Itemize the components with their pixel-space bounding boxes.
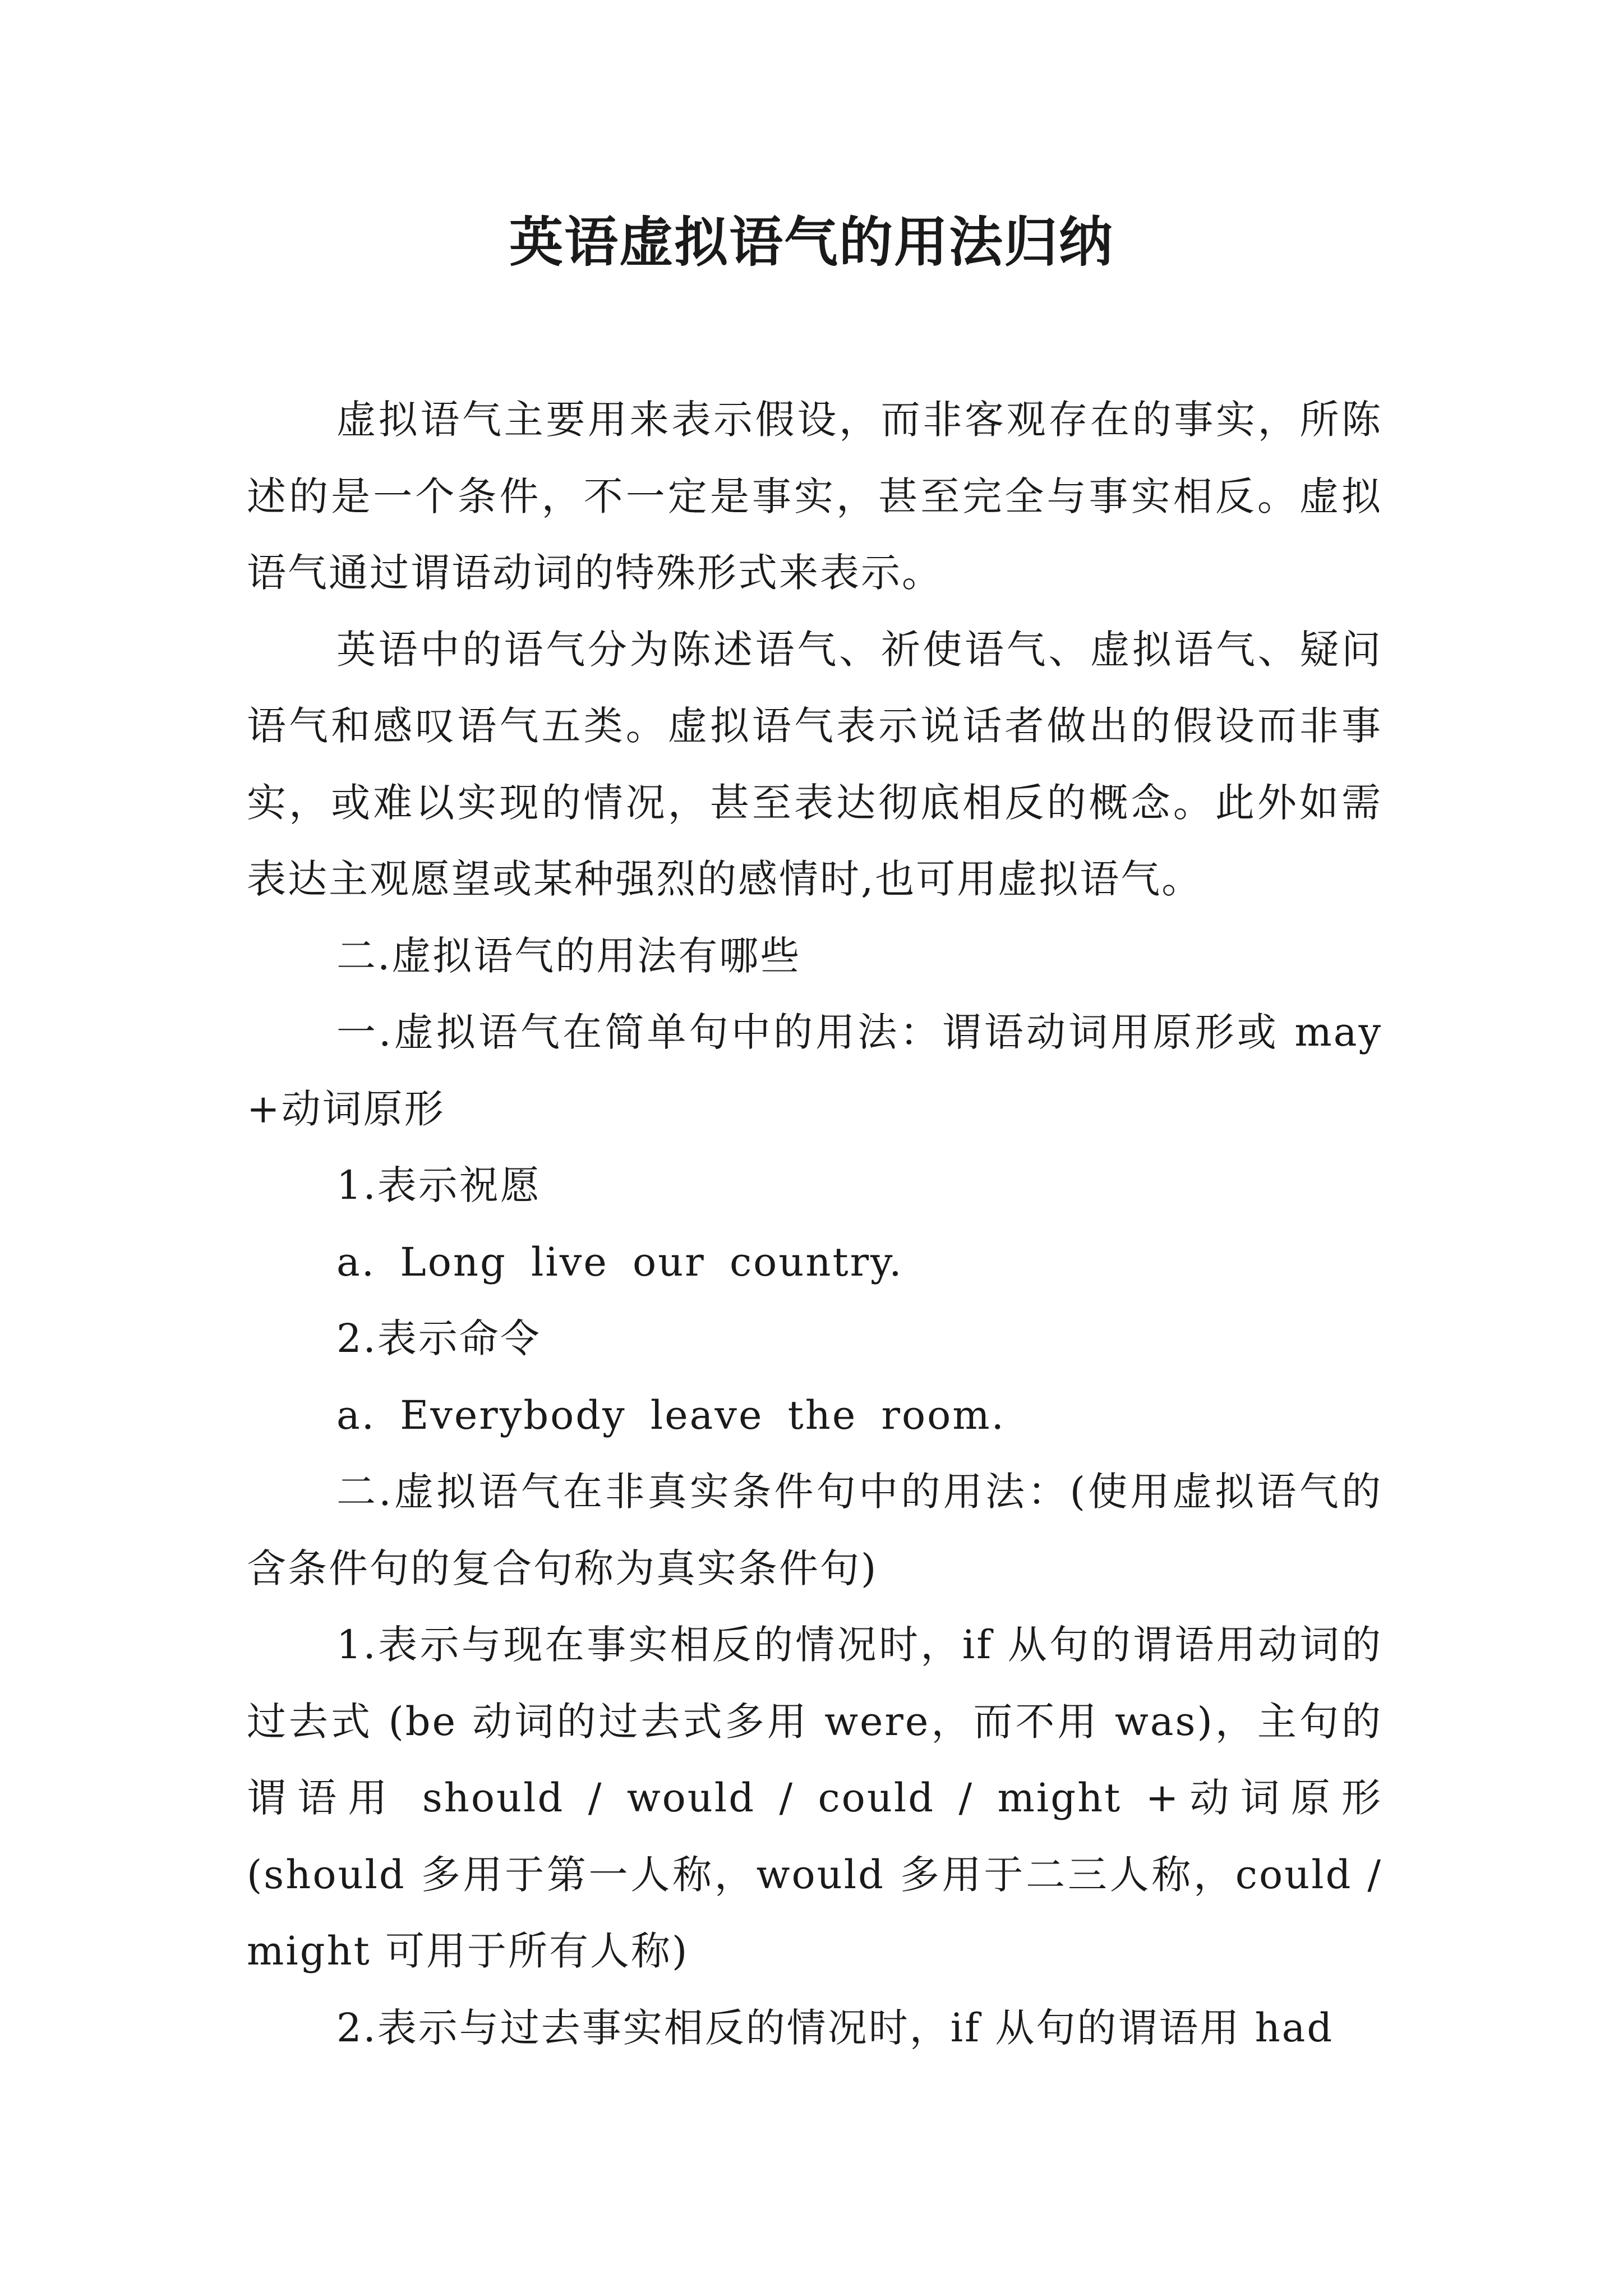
paragraph-intro: 虚拟语气主要用来表示假设，而非客观存在的事实，所陈述的是一个条件，不一定是事实，甚至完全与事实相反。虚拟语气通过谓语动词的特殊形式来表示。 (247, 397, 1382, 596)
item-past-contrary: 2.表示与过去事实相反的情况时，if 从句的谓语用 had (336, 2004, 1334, 2051)
item-present-contrary: 1.表示与现在事实相反的情况时，if 从句的谓语用动词的过去式 (be 动词的过去式多用 were，而不用 was)，主句的谓语用 should / would / could / might +动词原形 (should 多用于第一人称，would 多用于二三人称，could / might 可用于所有人称) (247, 1622, 1382, 1974)
document-body (247, 381, 1382, 2066)
example-wish: a. Long live our country. (336, 1239, 903, 1285)
paragraph-mood-types: 英语中的语气分为陈述语气、祈使语气、虚拟语气、疑问语气和感叹语气五类。虚拟语气表示说话者做出的假设而非事实，或难以实现的情况，甚至表达彻底相反的概念。此外如需表达主观愿望或某种强烈的感情时,也可用虚拟语气。 (247, 626, 1382, 902)
item-wish: 1.表示祝愿 (336, 1162, 541, 1208)
item-command: 2.表示命令 (336, 1315, 541, 1361)
heading-simple-sentence: 一.虚拟语气在简单句中的用法：谓语动词用原形或 may +动词原形 (247, 1009, 1382, 1132)
heading-conditional: 二.虚拟语气在非真实条件句中的用法：(使用虚拟语气的含条件句的复合句称为真实条件句) (247, 1469, 1382, 1591)
example-command: a. Everybody leave the room. (336, 1392, 1006, 1438)
heading-usage: 二.虚拟语气的用法有哪些 (336, 932, 801, 979)
page-title: 英语虚拟语气的用法归纳 (509, 211, 1114, 274)
